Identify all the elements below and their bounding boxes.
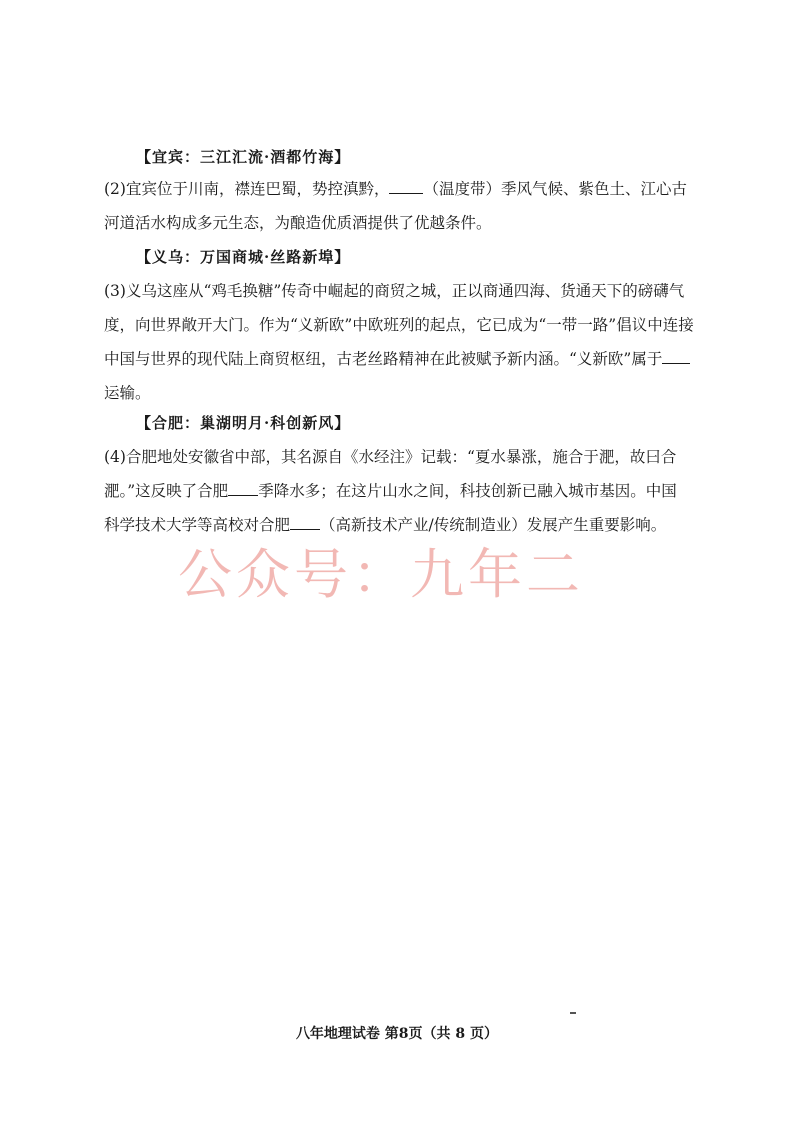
question-4-line-2 <box>104 474 704 508</box>
answer-blank-industry[interactable] <box>290 511 320 530</box>
question-3-line-3 <box>104 342 704 376</box>
answer-blank-climate-zone[interactable] <box>389 175 423 194</box>
section-title-yiwu: 【义乌：万国商城·丝路新埠】 <box>136 248 351 266</box>
question-2-text <box>104 172 704 240</box>
question-3-text <box>104 274 704 410</box>
scan-speck <box>570 1012 576 1014</box>
question-4-text <box>104 440 704 542</box>
text-segment: (2)宜宾位于川南，襟连巴蜀，势控滇黔， <box>104 180 390 198</box>
question-3-line-4: 运输。 <box>104 384 151 402</box>
watermark-text: 公众号：九年二 <box>178 543 584 606</box>
section-title-yibin: 【宜宾：三江汇流·酒都竹海】 <box>136 148 351 166</box>
question-2-line-1 <box>104 172 704 206</box>
question-4-line-1: (4)合肥地处安徽省中部，其名源自《水经注》记载：“夏水暴涨，施合于淝，故曰合 <box>104 448 677 466</box>
text-segment: 淝。”这反映了合肥 <box>104 482 229 500</box>
text-segment: 季降水多；在这片山水之间，科技创新已融入城市基因。中国 <box>258 482 677 500</box>
answer-blank-transport-mode[interactable] <box>662 345 690 364</box>
question-2-line-2: 河道活水构成多元生态，为酿造优质酒提供了优越条件。 <box>104 214 492 232</box>
text-segment: （温度带）季风气候、紫色土、江心古 <box>423 180 687 198</box>
text-segment: 中国与世界的现代陆上商贸枢纽，古老丝路精神在此被赋予新内涵。“义新欧”属于 <box>104 350 663 368</box>
text-segment: （高新技术产业/传统制造业）发展产生重要影响。 <box>320 516 667 534</box>
section-title-hefei: 【合肥：巢湖明月·科创新风】 <box>136 414 351 432</box>
answer-blank-season[interactable] <box>228 477 258 496</box>
page-footer: 八年地理试卷 第8页（共 8 页） <box>295 1026 499 1042</box>
question-3-line-1: (3)义乌这座从“鸡毛换糖”传奇中崛起的商贸之城，正以商通四海、货通天下的磅礴气 <box>104 282 685 300</box>
question-3-line-2: 度，向世界敞开大门。作为“义新欧”中欧班列的起点，它已成为“一带一路”倡议中连接 <box>104 316 694 334</box>
text-segment: 科学技术大学等高校对合肥 <box>104 516 291 534</box>
